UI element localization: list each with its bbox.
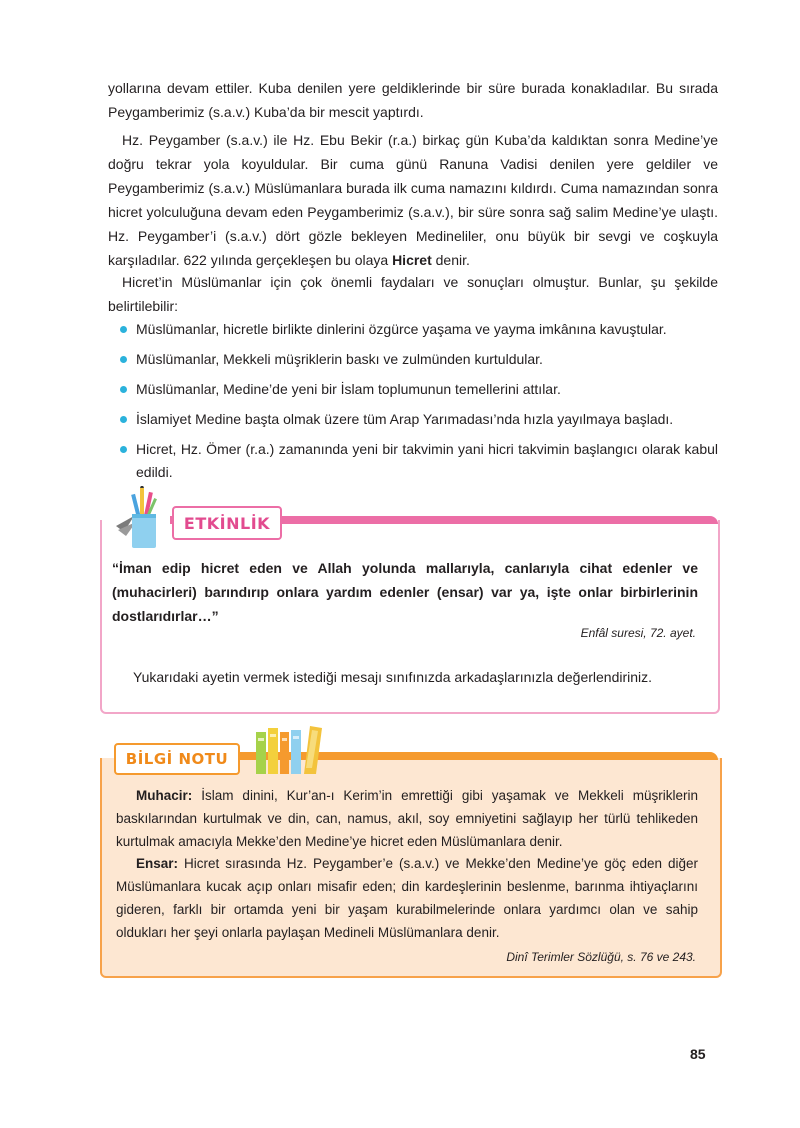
paragraph-2-text: Hz. Peygamber (s.a.v.) ile Hz. Ebu Bekir (r.a.) birkaç gün Kuba’da kaldıktan sonra Medine’ye doğru tekrar yola koyuldular. Bir cuma günü Ranuna Vadisi denilen yere geldiler ve Peygamberimiz (s.a.v.) Müslümanlara burada ilk cuma namazını kıldırdı. Cuma namazından sonra hicret yolculuğuna devam eden Peygamberimiz (s.a.v.), bir süre sonra sağ salim Medine’ye ulaştı. Hz. Peygamber’i (s.a.v.) dört gözle bekleyen Medineliler, onu büyük bir sevgi ve coşkuyla karşıladılar. 622 yılında gerçekleşen bu olaya bbox=[108, 132, 718, 268]
list-item: Müslümanlar, hicretle birlikte dinlerini özgürce yaşama ve yayma imkânına kavuştular. bbox=[120, 318, 718, 341]
list-item: Müslümanlar, Medine’de yeni bir İslam toplumunun temellerini attılar. bbox=[120, 378, 718, 401]
page-number: 85 bbox=[690, 1046, 706, 1062]
muhacir-definition: Muhacir: İslam dinini, Kur’an-ı Kerim’in emrettiği gibi yaşamak ve Mekkeli müşriklerin baskılarından kurtulmak ve din, can, namus, akıl, soy emniyetini sağlayıp her türlü tehlikeden kurtulmak amacıyla Mekke’den Medine’ye hicret eden Müslümanlara denir. bbox=[116, 788, 698, 849]
books-icon bbox=[252, 722, 336, 776]
paragraph-1: yollarına devam ettiler. Kuba denilen yere geldiklerinde bir süre burada konakladılar. Bu sırada Peygamberimiz (s.a.v.) Kuba’da bir mescit yaptırdı. bbox=[108, 80, 718, 120]
etkinlik-task: Yukarıdaki ayetin vermek istediği mesajı sınıfınızda arkadaşlarınızla değerlendiriniz. bbox=[133, 669, 653, 685]
bilgi-notu-title: BİLGİ NOTU bbox=[114, 743, 240, 775]
etkinlik-source: Enfâl suresi, 72. ayet. bbox=[580, 626, 696, 640]
list-item: Hicret, Hz. Ömer (r.a.) zamanında yeni bir takvimin yani hicri takvimin başlangıcı olarak kabul edildi. bbox=[120, 438, 718, 484]
bullet-icon bbox=[120, 326, 127, 333]
ensar-definition: Ensar: Hicret sırasında Hz. Peygamber’e (s.a.v.) ve Mekke’den Medine’ye göç eden diğer Müslümanlara kucak açıp onları misafir eden; din kardeşlerinin beslenme, barınma ihtiyaçlarını gideren, farklı bir ortamda yeni bir yaşam kurabilmelerinde onlara yardımcı olan ve sahip oldukları her şeyi onlarla paylaşan Medineli Müslümanlara denir. bbox=[116, 856, 698, 940]
etkinlik-quote: “İman edip hicret eden ve Allah yolunda mallarıyla, canlarıyla cihat edenler ve (muhacirleri) barındırıp onlara yardım edenler (ensar) var ya, işte onlar birbirlerinin dostlarıdırlar…” bbox=[112, 560, 698, 624]
ensar-term: Ensar: bbox=[136, 856, 179, 871]
paragraph-2 bbox=[108, 128, 718, 272]
bullet-icon bbox=[120, 416, 127, 423]
list-item: İslamiyet Medine başta olmak üzere tüm Arap Yarımadası’nda hızla yayılmaya başladı. bbox=[120, 408, 718, 431]
hicret-results-list bbox=[120, 318, 718, 491]
muhacir-term: Muhacir: bbox=[136, 788, 193, 803]
etkinlik-title: ETKİNLİK bbox=[172, 506, 282, 540]
list-item: Müslümanlar, Mekkeli müşriklerin baskı ve zulmünden kurtuldular. bbox=[120, 348, 718, 371]
paragraph-2-end: denir. bbox=[431, 252, 470, 268]
bullet-icon bbox=[120, 446, 127, 453]
pencil-cup-icon bbox=[112, 486, 172, 550]
paragraph-3: Hicret’in Müslümanlar için çok önemli faydaları ve sonuçları olmuştur. Bunlar, şu şekilde belirtilebilir: bbox=[108, 274, 718, 314]
bullet-icon bbox=[120, 356, 127, 363]
hicret-term: Hicret bbox=[392, 252, 432, 268]
bilgi-notu-source: Dinî Terimler Sözlüğü, s. 76 ve 243. bbox=[506, 950, 696, 964]
bullet-icon bbox=[120, 386, 127, 393]
